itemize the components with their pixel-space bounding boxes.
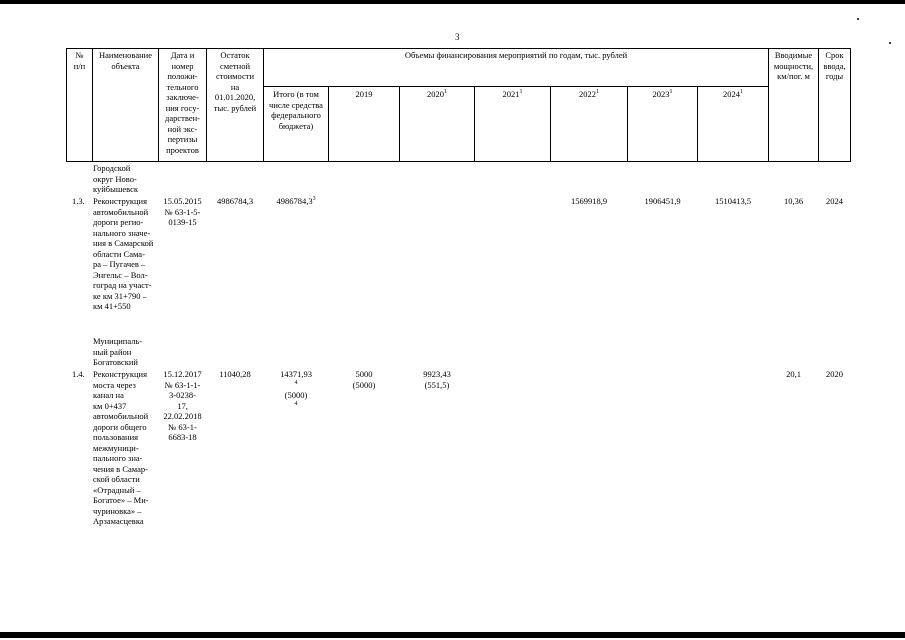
capacity: 20,1 bbox=[786, 369, 801, 379]
object-name: Реконструкция автомобильной дороги регио- нального значе- ния в Самарской области Сама- ра – Пугачев – Энгельс – Вол- гоград на участ- ке км 31+790 – км 41+550 bbox=[93, 196, 154, 311]
remaining-cost: 11040,28 bbox=[219, 369, 251, 379]
expertise-date: 15.05.2015 № 63-1-5- 0139-15 bbox=[163, 196, 202, 227]
total-funding: 14371,93 $^4$ (5000) $^4$ bbox=[280, 369, 312, 407]
row-number: 1.3. bbox=[72, 196, 85, 206]
expertise-date: 15.12.2017 № 63-1-1- 3-0238- 17, 22.02.2018 № 63-1- 6683-18 bbox=[163, 369, 202, 442]
funding-2023: 1906451,9 bbox=[644, 196, 681, 206]
object-name: Реконструкция моста через канал на км 0+437 автомобильной дороги общего пользования межмуници- пального зна- чения в Самар- ской области «Отрадный – Богатое» – Ми- чуриновка» – Арзамасцевка bbox=[93, 369, 149, 526]
table-top-line bbox=[66, 48, 850, 49]
header-bottom-line bbox=[66, 161, 850, 162]
remaining-cost: 4986784,3 bbox=[216, 196, 254, 206]
funding-2020: 9923,43 (551,5) bbox=[423, 369, 451, 390]
row-number: 1.4. bbox=[72, 369, 85, 379]
header-name: Наименование объекта bbox=[99, 50, 152, 71]
header-term: Срок ввода, годы bbox=[823, 50, 846, 81]
header-remaining-cost: Остаток сметной стоимости на 01.01.2020, тыс. рублей bbox=[213, 50, 257, 113]
capacity: 10,36 bbox=[783, 196, 804, 206]
commission-year: 2024 bbox=[826, 196, 843, 206]
header-total: Итого (в том числе средства федерального бюджета) bbox=[269, 89, 323, 131]
funding-2024: 1510413,5 bbox=[714, 196, 752, 206]
funding-2019: 5000 (5000) bbox=[352, 369, 376, 390]
total-funding: 4986784,3$^3$ bbox=[276, 196, 316, 206]
funding-2022: 1569918,9 bbox=[570, 196, 608, 206]
header-year-2023: 2023$^1$ bbox=[652, 89, 673, 99]
years-separator-line bbox=[263, 86, 768, 87]
bottom-border bbox=[0, 632, 905, 638]
header-capacity: Вводимые мощности, км/пог. м bbox=[773, 50, 814, 81]
header-date: Дата и номер положи- тельного заключе- ния госу- дарствен- ной экс- пертизы проектов bbox=[165, 50, 200, 155]
header-year-2024: 2024$^1$ bbox=[723, 89, 743, 99]
header-no: № п/п bbox=[73, 50, 86, 71]
col-border bbox=[850, 48, 851, 162]
commission-year: 2020 bbox=[826, 369, 843, 379]
row-group-label: Городской округ Ново- куйбышевск bbox=[93, 163, 139, 194]
page-number: 3 bbox=[455, 32, 460, 42]
header-year-2021: 2021$^1$ bbox=[502, 89, 523, 99]
header-funding-title: Объемы финансирования мероприятий по годам, тыс. рублей bbox=[404, 50, 628, 60]
header-year-2022: 2022$^1$ bbox=[579, 89, 599, 99]
header-year-2020: 2020$^1$ bbox=[427, 89, 447, 99]
row-group-label: Муниципаль- ный район Богатовский bbox=[93, 336, 143, 367]
header-year-2019: 2019 bbox=[355, 89, 373, 99]
